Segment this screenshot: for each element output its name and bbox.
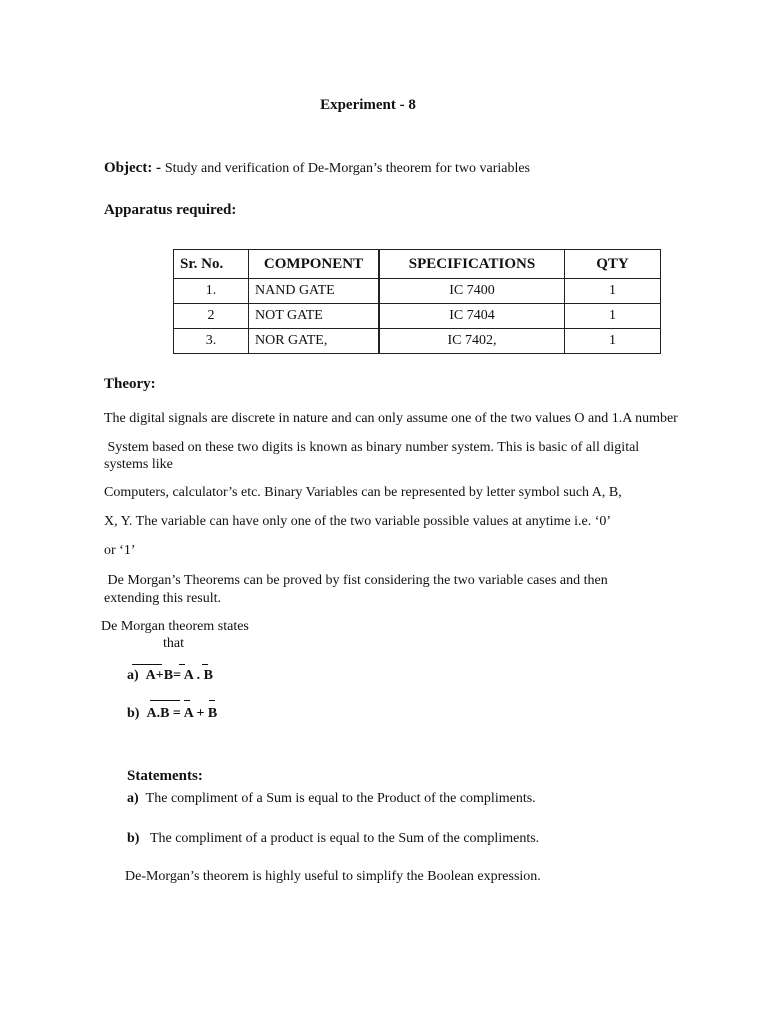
statement-marker: a) — [127, 791, 139, 806]
conclusion-line: De-Morgan’s theorem is highly useful to simplify the Boolean expression. — [125, 869, 541, 884]
cell-qty: 1 — [565, 279, 661, 304]
statement-text: The compliment of a Sum is equal to the Product of the compliments. — [145, 791, 536, 806]
overbar-a-r1 — [179, 664, 185, 665]
theorem-marker: a) — [127, 668, 139, 683]
cell-spec: IC 7404 — [379, 304, 565, 329]
object-text: Study and verification of De-Morgan’s theorem for two variables — [164, 161, 531, 176]
theorem-expression: A.B = A + B — [146, 706, 218, 721]
theorem-marker: b) — [127, 706, 140, 721]
header-qty: QTY — [565, 250, 661, 279]
cell-component: NOR GATE, — [249, 329, 380, 354]
statement-text: The compliment of a product is equal to the Sum of the compliments. — [149, 831, 540, 846]
theory-line: The digital signals are discrete in nature and can only assume one of the two values O and 1.A number — [104, 411, 678, 426]
theory-line: Computers, calculator’s etc. Binary Variables can be represented by letter symbol such A, B, — [104, 485, 622, 500]
cell-component: NAND GATE — [249, 279, 380, 304]
header-component: COMPONENT — [249, 250, 380, 279]
table-header-row — [174, 250, 661, 279]
theory-line: or ‘1’ — [104, 543, 136, 558]
overbar-b-lhs — [150, 700, 180, 701]
apparatus-heading: Apparatus required: — [104, 202, 237, 218]
cell-component: NOT GATE — [249, 304, 380, 329]
theory-line: De Morgan’s Theorems can be proved by fist considering the two variable cases and then — [104, 573, 608, 588]
overbar-a-lhs — [132, 664, 162, 665]
header-specifications: SPECIFICATIONS — [379, 250, 565, 279]
cell-spec: IC 7402, — [379, 329, 565, 354]
cell-sr: 2 — [174, 304, 249, 329]
object-label: Object: - — [104, 160, 162, 176]
cell-sr: 1. — [174, 279, 249, 304]
cell-qty: 1 — [565, 304, 661, 329]
table-row — [174, 279, 661, 304]
statement-marker: b) — [127, 831, 140, 846]
statements-heading: Statements: — [127, 768, 203, 784]
object-line — [104, 160, 530, 177]
table-row — [174, 304, 661, 329]
statement-b — [127, 831, 539, 847]
statement-a — [127, 791, 536, 807]
theory-line: extending this result. — [104, 591, 222, 606]
overbar-a-r2 — [202, 664, 208, 665]
theorem-a — [127, 668, 213, 684]
theory-line: systems like — [104, 457, 173, 472]
theory-line: System based on these two digits is known as binary number system. This is basic of all digital — [104, 440, 640, 455]
header-sr-no: Sr. No. — [174, 250, 249, 279]
theorem-expression: A+B= A . B — [145, 668, 213, 683]
apparatus-table — [173, 249, 661, 354]
theorem-b — [127, 706, 217, 722]
table-row — [174, 329, 661, 354]
theory-line: De Morgan theorem states — [101, 619, 249, 634]
theory-heading: Theory: — [104, 376, 156, 392]
overbar-b-r1 — [184, 700, 190, 701]
theory-line: that — [163, 636, 184, 651]
cell-spec: IC 7400 — [379, 279, 565, 304]
cell-sr: 3. — [174, 329, 249, 354]
theory-line: X, Y. The variable can have only one of the two variable possible values at anytime i.e. ‘0’ — [104, 514, 612, 529]
cell-qty: 1 — [565, 329, 661, 354]
overbar-b-r2 — [209, 700, 215, 701]
page-title: Experiment - 8 — [320, 97, 416, 113]
